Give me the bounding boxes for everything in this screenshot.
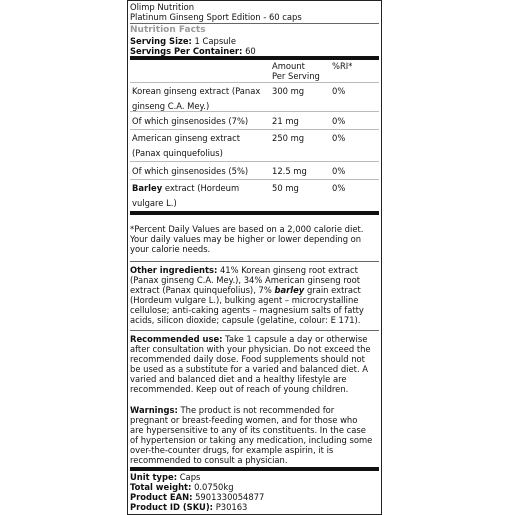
amount-cell: 12.5 mg <box>270 162 330 180</box>
warnings-line: are hypersensitive to any of its constituents. In the case <box>130 425 366 435</box>
amount-cell: 250 mg <box>270 130 330 162</box>
footnote-line: your calorie needs. <box>130 244 211 254</box>
serving-size <box>130 36 379 46</box>
warnings-line <box>130 405 379 415</box>
total-weight-value: 0.0750kg <box>191 482 234 492</box>
header-amount <box>270 60 330 83</box>
ingredients-text: grain extract <box>304 285 361 295</box>
ingredients-line: cellulose; anti-caking agents – magnesium salts of fatty <box>130 305 364 315</box>
warnings-line: recommended to consult a physician. <box>130 455 288 465</box>
serving-size-value: 1 Capsule <box>194 36 236 46</box>
product-sku-value: P30163 <box>213 502 248 512</box>
amount-cell: 50 mg <box>270 180 330 212</box>
ingredient-name-cont: ginseng C.A. Mey.) <box>132 101 210 111</box>
servings-value: 60 <box>245 46 256 56</box>
footnote-line: Your daily values may be higher or lower depending on <box>130 234 362 244</box>
product-ean-label: Product EAN: <box>130 492 193 502</box>
recommended-line: varied and balanced diet and a healthy lifestyle are <box>130 374 347 384</box>
servings-label: Servings Per Container: <box>130 46 243 56</box>
ingredient-cell <box>130 130 270 162</box>
ingredient-cell <box>130 180 270 212</box>
ingredients-label: Other ingredients: <box>130 265 218 275</box>
ingredients-line <box>130 265 379 275</box>
ri-cell: 0% <box>330 112 379 130</box>
total-weight-label: Total weight: <box>130 482 192 492</box>
recommended-line: recommended. Keep out of reach of young children. <box>130 384 349 394</box>
unit-type-value: Caps <box>177 472 201 482</box>
recommended-line: recommended daily dose. Food supplements should not <box>130 354 365 364</box>
warnings-line: of hypertension or taking any medication, including some <box>130 435 373 445</box>
footnote-line: *Percent Daily Values are based on a 2,000 calorie diet. <box>130 224 364 234</box>
serving-size-label: Serving Size: <box>130 36 192 46</box>
total-weight <box>130 482 379 492</box>
table-row <box>130 180 379 212</box>
recommended-label: Recommended use: <box>130 334 223 344</box>
nutrition-table <box>130 60 379 211</box>
ingredients-text: extract (Panax quinquefolius), 7% <box>130 285 275 295</box>
ri-cell: 0% <box>330 83 379 112</box>
recommended-line: after consultation with your physician. Do not exceed the <box>130 344 371 354</box>
header-ri: %RI* <box>332 61 353 71</box>
ri-cell: 0% <box>330 180 379 212</box>
recommended-line <box>130 334 379 344</box>
warnings-text: The product is not recommended for <box>177 405 335 415</box>
warnings <box>130 399 379 467</box>
ingredient-name-rest: extract (Hordeum <box>162 183 240 193</box>
recommended-text: Take 1 capsule a day or otherwise <box>222 334 368 344</box>
other-ingredients <box>130 262 379 329</box>
unit-type <box>130 472 379 482</box>
amount-cell: 21 mg <box>270 112 330 130</box>
ingredients-line: acids, silicon dioxide; capsule (gelatine, colour: E 171). <box>130 315 361 325</box>
table-header-row <box>130 60 379 83</box>
ingredients-barley: barley <box>274 285 305 295</box>
header-amount-line1: Amount <box>272 61 305 71</box>
recommended-line: be used as a substitute for a varied and balanced diet. A <box>130 364 369 374</box>
ingredient-name <box>132 180 268 193</box>
warnings-line: pregnant or breast-feeding women, and for those who <box>130 415 358 425</box>
table-row <box>130 112 379 130</box>
table-row <box>130 83 379 112</box>
ingredients-line: (Hordeum vulgare L.), bulking agent – microcrystalline <box>130 295 359 305</box>
ingredient-name: Korean ginseng extract (Panax <box>132 86 261 96</box>
servings-per-container <box>130 46 379 56</box>
warnings-label: Warnings: <box>130 405 178 415</box>
daily-value-footnote <box>130 215 379 260</box>
ri-cell: 0% <box>330 130 379 162</box>
ingredient-name-cont: (Panax quinquefolius) <box>132 148 223 158</box>
unit-type-label: Unit type: <box>130 472 178 482</box>
ingredient-cell: Of which ginsenosides (7%) <box>130 112 270 130</box>
ingredient-name-bold: Barley <box>132 183 163 193</box>
recommended-use <box>130 331 379 399</box>
ingredient-cell: Of which ginsenosides (5%) <box>130 162 270 180</box>
ingredients-text: 41% Korean ginseng root extract <box>217 265 358 275</box>
nutrition-label-panel <box>127 0 382 515</box>
brand-name: Olimp Nutrition <box>130 2 195 12</box>
table-row <box>130 162 379 180</box>
ingredient-name-cont: vulgare L.) <box>132 198 177 208</box>
ingredient-cell <box>130 83 270 112</box>
divider <box>130 23 379 24</box>
nutrition-facts-title: Nutrition Facts <box>130 25 206 35</box>
ingredients-line: (Panax ginseng C.A. Mey.), 34% American ginseng root <box>130 275 361 285</box>
product-details <box>130 471 379 512</box>
product-ean <box>130 492 379 502</box>
header-ingredient <box>130 60 270 83</box>
product-ean-value: 5901330054877 <box>192 492 265 502</box>
product-sku-label: Product ID (SKU): <box>130 502 214 512</box>
product-sku <box>130 502 379 512</box>
ri-cell: 0% <box>330 162 379 180</box>
product-name: Platinum Ginseng Sport Edition - 60 caps <box>130 12 302 22</box>
table-row <box>130 130 379 162</box>
header-amount-line2: Per Serving <box>272 71 320 81</box>
ingredient-name: American ginseng extract <box>132 133 240 143</box>
warnings-line: over-the-counter drugs, for example aspirin, it is <box>130 445 334 455</box>
amount-cell: 300 mg <box>270 83 330 112</box>
ingredients-line <box>130 285 379 295</box>
